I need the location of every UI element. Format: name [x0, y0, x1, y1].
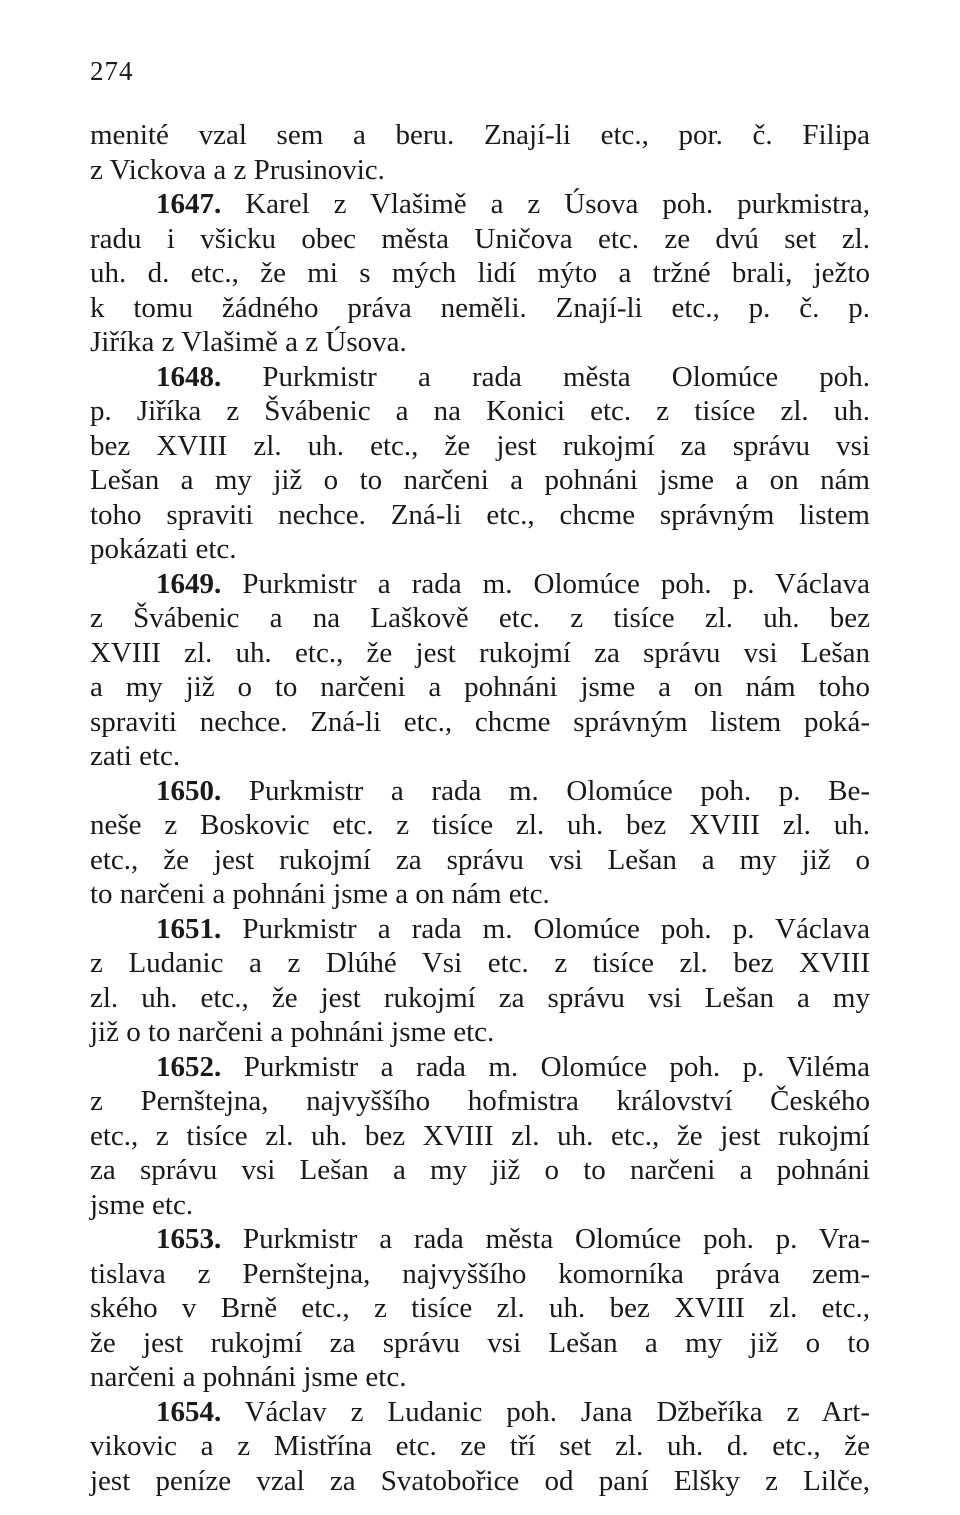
text-line: [90, 670, 870, 705]
text-line: [90, 463, 870, 498]
line-text: narčeni a pohnáni jsme etc.: [90, 1361, 407, 1393]
line-text: Václav z Ludanic poh. Jana Džbeříka z Art-: [221, 1395, 870, 1428]
text-line: [90, 1326, 870, 1361]
text-line: [90, 118, 870, 153]
line-text: p. Jiříka z Švábenic a na Konici etc. z tisíce zl. uh.: [90, 395, 870, 427]
text-line: [90, 1015, 870, 1050]
line-text: Purkmistr a rada města Olomúce poh.: [221, 360, 870, 393]
entry-first-line: [90, 1395, 870, 1430]
text-line: [90, 1464, 870, 1499]
line-text: Purkmistr a rada m. Olomúce poh. p. Viléma: [221, 1050, 870, 1083]
entry-first-line: [90, 1050, 870, 1085]
line-text: jsme etc.: [90, 1188, 194, 1221]
entry-number: 1647.: [156, 188, 222, 220]
entry-number: 1653.: [156, 1223, 222, 1255]
line-text: to narčeni a pohnáni jsme a on nám etc.: [90, 878, 550, 910]
text-line: [90, 222, 870, 257]
line-text: již o to narčeni a pohnáni jsme etc.: [90, 1016, 495, 1048]
entry-number: 1652.: [156, 1050, 222, 1083]
text-line: [90, 1257, 870, 1292]
text-line: [90, 877, 870, 912]
line-text: bez XVIII zl. uh. etc., že jest rukojmí za správu vsi: [90, 429, 870, 462]
line-text: z Švábenic a na Laškově etc. z tisíce zl. uh. bez: [90, 602, 870, 634]
line-text: z Vickova a z Prusinovic.: [90, 153, 385, 186]
body-text: [90, 118, 870, 1498]
line-text: za správu vsi Lešan a my již o to narčeni a pohnáni: [90, 1154, 870, 1186]
line-text: Karel z Vlašimě a z Úsova poh. purkmistra,: [221, 188, 870, 220]
text-line: [90, 601, 870, 636]
page-number: 274: [90, 56, 134, 86]
line-text: etc., že jest rukojmí za správu vsi Lešan a my již o: [90, 843, 870, 876]
line-text: vikovic a z Mistřína etc. ze tří set zl. uh. d. etc., že: [90, 1430, 870, 1462]
line-text: Purkmistr a rada města Olomúce poh. p. Vra-: [221, 1223, 870, 1255]
text-line: [90, 1153, 870, 1188]
entry-first-line: [90, 1222, 870, 1257]
text-line: [90, 1119, 870, 1154]
entry-number: 1648.: [156, 360, 222, 393]
line-text: uh. d. etc., že mi s mých lidí mýto a tržné brali, ježto: [90, 257, 870, 289]
line-text: toho spraviti nechce. Zná-li etc., chcme správným listem: [90, 498, 870, 531]
line-text: pokázati etc.: [90, 533, 237, 565]
entry-number: 1650.: [156, 774, 222, 807]
line-text: Lešan a my již o to narčeni a pohnáni jsme a on nám: [90, 464, 870, 496]
text-line: [90, 1291, 870, 1326]
line-text: Jiříka z Vlašimě a z Úsova.: [90, 326, 407, 358]
entry-number: 1649.: [156, 567, 222, 600]
text-line: [90, 1360, 870, 1395]
entry-first-line: [90, 774, 870, 809]
text-line: [90, 808, 870, 843]
line-text: neše z Boskovic etc. z tisíce zl. uh. bez XVIII zl. uh.: [90, 809, 870, 841]
entry-number: 1651.: [156, 912, 222, 945]
line-text: jest peníze vzal za Svatobořice od paní Elšky z Lilče,: [90, 1464, 870, 1497]
text-line: [90, 1188, 870, 1223]
line-text: Purkmistr a rada m. Olomúce poh. p. Be-: [221, 774, 870, 807]
line-text: z Pernštejna, najvyššího hofmistra království Českého: [90, 1085, 870, 1117]
line-text: radu i všicku obec města Uničova etc. ze dvú set zl.: [90, 222, 870, 255]
entry-first-line: [90, 187, 870, 222]
text-line: [90, 981, 870, 1016]
text-line: [90, 429, 870, 464]
line-text: a my již o to narčeni a pohnáni jsme a on nám toho: [90, 671, 870, 703]
text-line: [90, 843, 870, 878]
line-text: ského v Brně etc., z tisíce zl. uh. bez XVIII zl. etc.,: [90, 1292, 870, 1324]
text-line: [90, 636, 870, 671]
entry-first-line: [90, 567, 870, 602]
line-text: etc., z tisíce zl. uh. bez XVIII zl. uh. etc., že jest rukojmí: [90, 1119, 870, 1152]
text-line: [90, 705, 870, 740]
line-text: XVIII zl. uh. etc., že jest rukojmí za správu vsi Lešan: [90, 636, 870, 669]
text-line: [90, 532, 870, 567]
line-text: zati etc.: [90, 740, 181, 772]
line-text: tislava z Pernštejna, najvyššího komorníka práva zem-: [90, 1257, 870, 1290]
line-text: že jest rukojmí za správu vsi Lešan a my již o to: [90, 1326, 870, 1359]
text-line: [90, 1084, 870, 1119]
text-line: [90, 1429, 870, 1464]
line-text: Purkmistr a rada m. Olomúce poh. p. Václava: [221, 567, 870, 600]
text-line: [90, 394, 870, 429]
entry-first-line: [90, 912, 870, 947]
line-text: menité vzal sem a beru. Znají-li etc., por. č. Filipa: [90, 119, 870, 151]
text-line: [90, 946, 870, 981]
text-line: [90, 256, 870, 291]
text-line: [90, 153, 870, 188]
line-text: z Ludanic a z Dlúhé Vsi etc. z tisíce zl. bez XVIII: [90, 947, 870, 979]
line-text: k tomu žádného práva neměli. Znají-li etc., p. č. p.: [90, 291, 870, 324]
text-line: [90, 291, 870, 326]
line-text: zl. uh. etc., že jest rukojmí za správu vsi Lešan a my: [90, 981, 870, 1014]
entry-first-line: [90, 360, 870, 395]
entry-number: 1654.: [156, 1395, 222, 1428]
text-line: [90, 325, 870, 360]
line-text: spraviti nechce. Zná-li etc., chcme správným listem poká-: [90, 705, 870, 738]
line-text: Purkmistr a rada m. Olomúce poh. p. Václava: [221, 912, 870, 945]
text-line: [90, 498, 870, 533]
text-line: [90, 739, 870, 774]
